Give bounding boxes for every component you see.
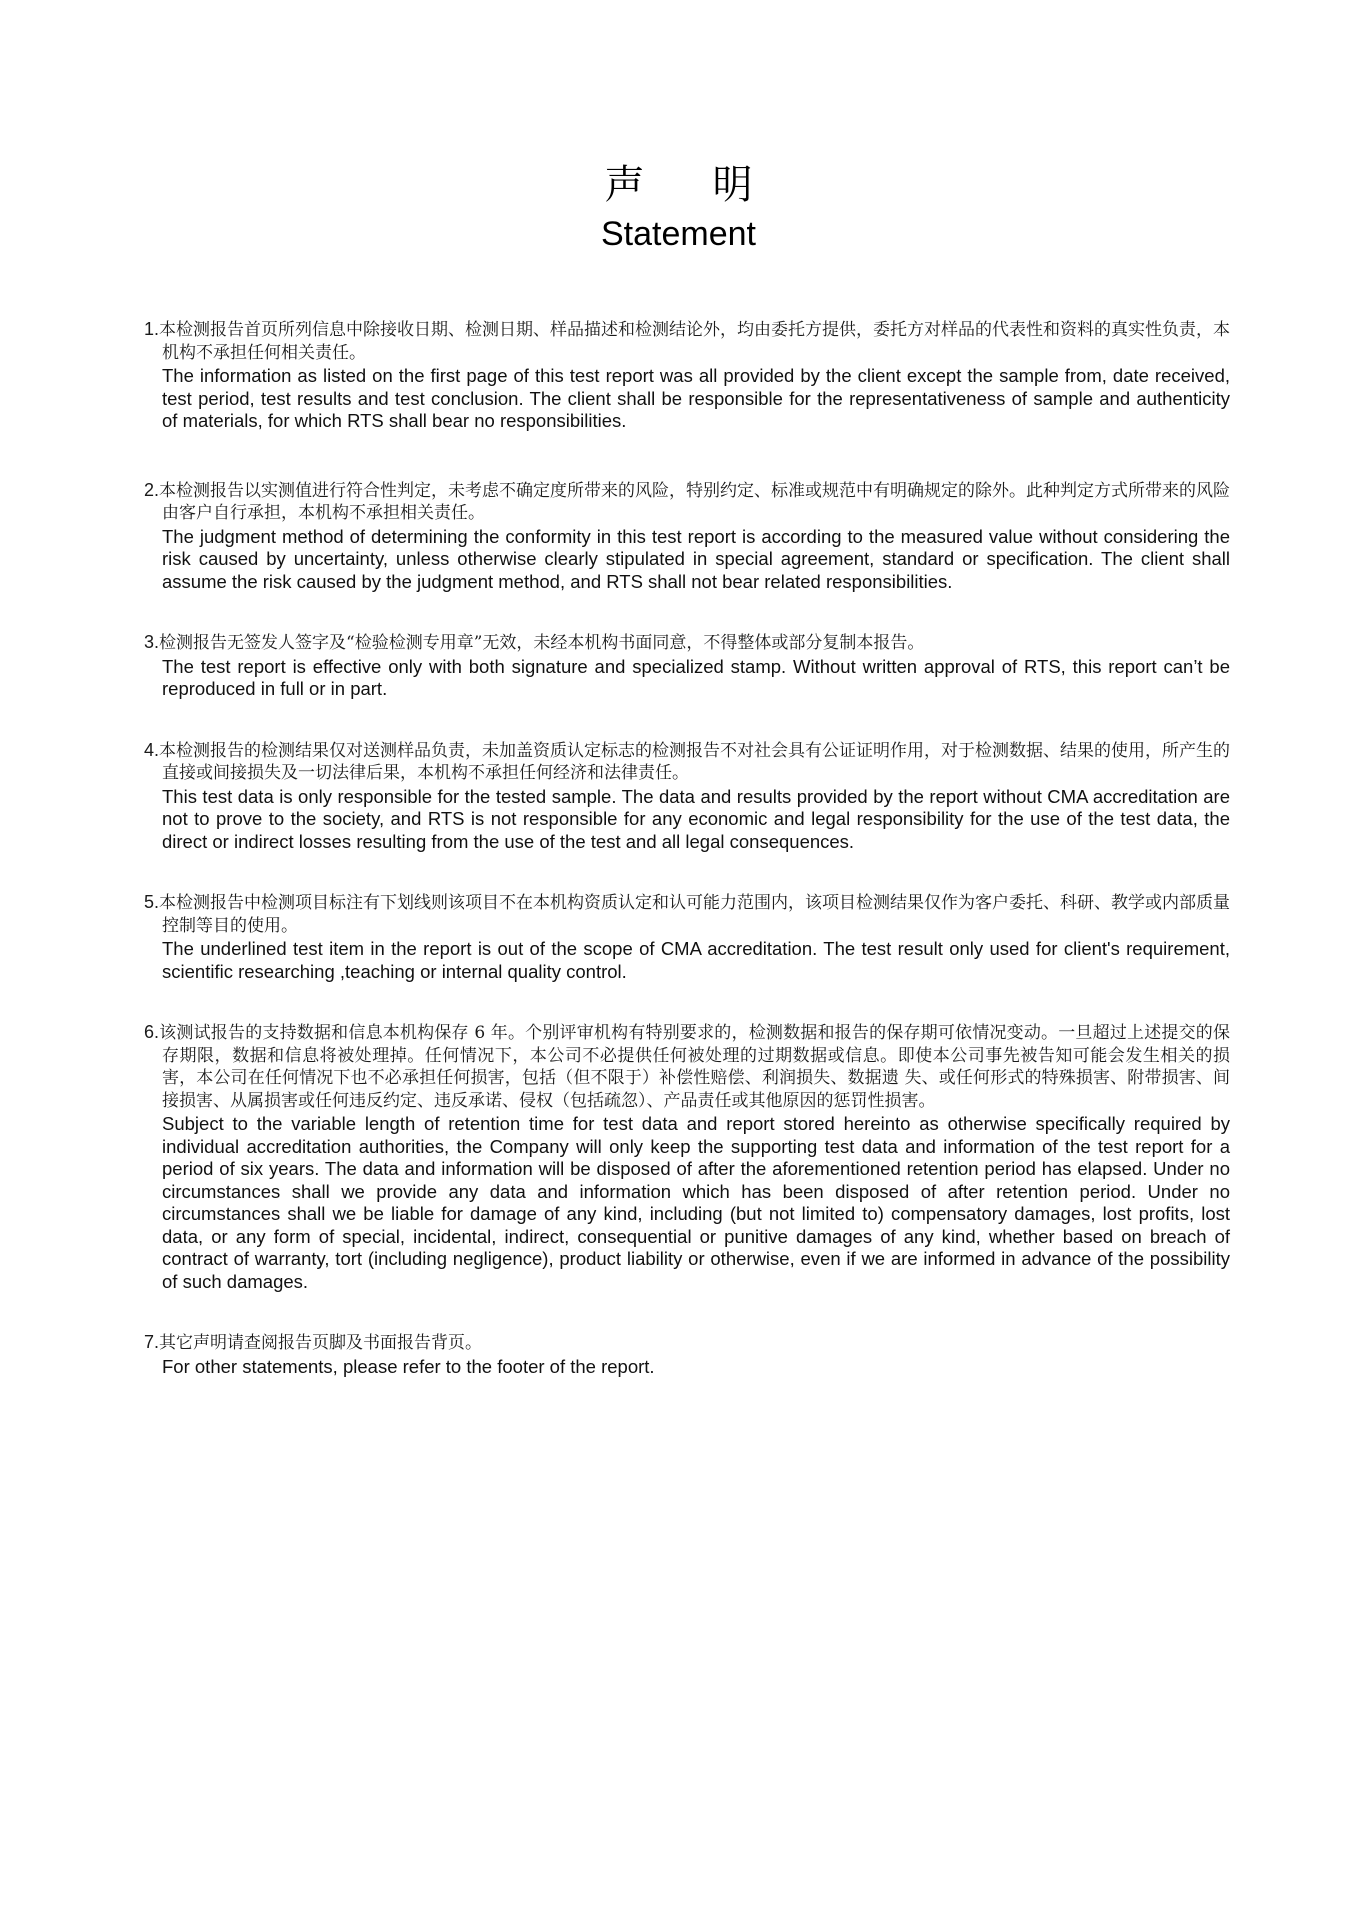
statement-cn-text: 检测报告无签发人签字及“检验检测专用章”无效，未经本机构书面同意，不得整体或部分复制本报告。 — [159, 633, 925, 653]
statement-number: 4. — [144, 739, 160, 760]
statement-en: The underlined test item in the report is out of the scope of CMA accreditation. The test result only used for client's requirement, scientific researching ,teaching or internal quality control. — [162, 938, 1230, 982]
statement-number: 2. — [144, 479, 160, 500]
statement-number: 6. — [144, 1022, 160, 1042]
statement-cn — [144, 631, 1230, 655]
statement-cn — [144, 739, 1230, 785]
statement-item-1 — [144, 318, 1230, 433]
statement-cn — [144, 318, 1230, 364]
statement-en: The judgment method of determining the conformity in this test report is according to the measured value without considering the risk caused by uncertainty, unless otherwise clearly stipulated in special agreement, standard or specification. The client shall assume the risk caused by the judgment method, and RTS shall not bear related responsibilities. — [162, 525, 1230, 592]
statement-cn — [144, 1021, 1230, 1112]
statement-en: The test report is effective only with both signature and specialized stamp. Without written approval of RTS, this report can’t be reproduced in full or in part. — [162, 655, 1230, 699]
statement-number: 3. — [144, 632, 160, 652]
statement-cn — [144, 1331, 1230, 1355]
statement-cn-text: 本检测报告首页所列信息中除接收日期、检测日期、样品描述和检测结论外，均由委托方提供，委托方对样品的代表性和资料的真实性负责，本机构不承担任何相关责任。 — [159, 320, 1231, 363]
statement-en: The information as listed on the first page of this test report was all provided by the client except the sample from, date received, test period, test results and test conclusion. The client shall be responsible for the representativeness of sample and authenticity of materials, for which RTS shall bear no responsibilities. — [162, 365, 1230, 431]
statement-item-6 — [144, 1021, 1230, 1293]
statement-cn-text: 该测试报告的支持数据和信息本机构保存 6 年。个别评审机构有特别要求的，检测数据和报告的保存期可依情况变动。一旦超过上述提交的保存期限，数据和信息将被处理掉。任何情况下，本公司不必提供任何被处理的过期数据或信息。即使本公司事先被告知可能会发生相关的损害，本公司在任何情况下也不必承担任何损害，包括（但不限于）补偿性赔偿、利润损失、数据遗 失、或任何形式的特殊损害、附带损害、间接损害、从属损害或任何违反约定、违反承诺、侵权（包括疏忽）、产品责任或其他原因的惩罚性损害。 — [159, 1023, 1230, 1111]
statement-en: Subject to the variable length of retention time for test data and report stored hereinto as otherwise specifically required by individual accreditation authorities, the Company will only keep the supporting test data and information of the test report for a period of six years. The data and information will be disposed of after the aforementioned retention period has elapsed. Under no circumstances shall we provide any data and information which has been disposed of after retention period. Under no circumstances shall we be liable for damage of any kind, including (but not limited to) compensatory damages, lost profits, lost data, or any form of special, incidental, indirect, consequential or punitive damages of any kind, whether based on breach of contract of warranty, tort (including negligence), product liability or otherwise, even if we are informed in advance of the possibility of such damages. — [162, 1113, 1230, 1292]
statement-cn — [144, 891, 1230, 937]
statement-number: 1. — [144, 319, 160, 339]
title-chinese: 声明 — [604, 162, 821, 208]
statement-en: For other statements, please refer to the footer of the report. — [162, 1355, 655, 1377]
statement-cn — [144, 479, 1230, 525]
statement-item-4 — [144, 739, 1230, 854]
statement-number: 5. — [144, 892, 160, 912]
statement-number: 7. — [144, 1332, 160, 1352]
statement-item-2 — [144, 479, 1230, 594]
statement-item-7 — [144, 1331, 1230, 1378]
statement-cn-text: 本检测报告以实测值进行符合性判定，未考虑不确定度所带来的风险，特别约定、标准或规范中有明确规定的除外。此种判定方式所带来的风险由客户自行承担，本机构不承担相关责任。 — [159, 480, 1231, 523]
statement-cn-text: 其它声明请查阅报告页脚及书面报告背页。 — [159, 1333, 483, 1353]
statement-item-5 — [144, 891, 1230, 983]
statement-item-3 — [144, 631, 1230, 701]
statement-cn-text: 本检测报告的检测结果仅对送测样品负责，未加盖资质认定标志的检测报告不对社会具有公证证明作用，对于检测数据、结果的使用，所产生的直接或间接损失及一切法律后果，本机构不承担任何经济和法律责任。 — [159, 740, 1231, 783]
statement-cn-text: 本检测报告中检测项目标注有下划线则该项目不在本机构资质认定和认可能力范围内，该项目检测结果仅作为客户委托、科研、教学或内部质量控制等目的使用。 — [159, 893, 1231, 936]
statement-en: This test data is only responsible for the tested sample. The data and results provided by the report without CMA accreditation are not to prove to the society, and RTS is not responsible for any economic and legal responsibility for the use of the test data, the direct or indirect losses resulting from the use of the test and all legal consequences. — [162, 785, 1230, 852]
title-english: Statement — [601, 215, 756, 253]
statement-list — [144, 318, 1230, 1416]
